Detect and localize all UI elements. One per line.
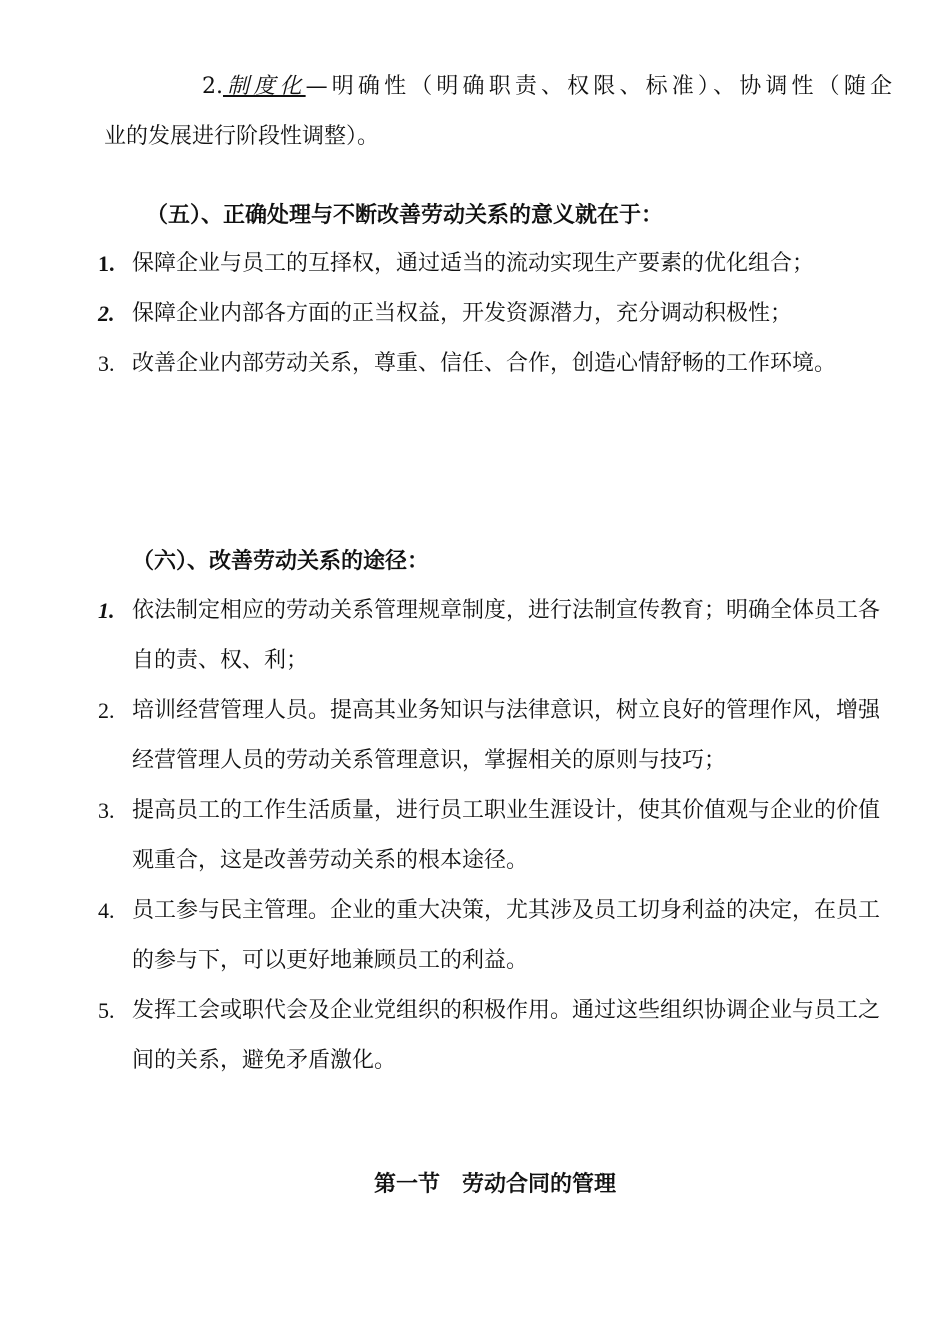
list-item-text: 培训经营管理人员。提高其业务知识与法律意识，树立良好的管理作风，增强经营管理人员的劳动关系管理意识，掌握相关的原则与技巧； [132, 698, 881, 773]
list-item [98, 986, 892, 1086]
intro-paragraph [104, 62, 892, 162]
intro-line-2: 业的发展进行阶段性调整）。 [104, 124, 380, 149]
section-6-heading: （六）、改善劳动关系的途径： [132, 548, 430, 574]
list-item [98, 686, 892, 786]
list-item [98, 586, 892, 686]
list-item [98, 786, 892, 886]
list-item [98, 289, 892, 339]
intro-number: 2. [202, 74, 223, 99]
list-item-number: 2. [98, 698, 115, 723]
section-6-list [98, 586, 892, 1086]
list-item-text: 依法制定相应的劳动关系管理规章制度，进行法制宣传教育；明确全体员工各自的责、权、利； [132, 598, 881, 673]
intro-line-1 [104, 62, 892, 112]
list-item-number: 1. [98, 251, 115, 276]
list-item-number: 1. [98, 598, 115, 623]
list-item-text: 员工参与民主管理。企业的重大决策，尤其涉及员工切身利益的决定，在员工的参与下，可以更好地兼顾员工的利益。 [132, 898, 881, 973]
list-item [98, 339, 892, 389]
list-item-text: 保障企业内部各方面的正当权益，开发资源潜力，充分调动积极性； [132, 301, 793, 326]
list-item-text: 提高员工的工作生活质量，进行员工职业生涯设计，使其价值观与企业的价值观重合，这是改善劳动关系的根本途径。 [132, 798, 881, 873]
section-5-heading: （五）、正确处理与不断改善劳动关系的意义就在于： [146, 202, 664, 228]
list-item-number: 3. [98, 351, 115, 376]
list-item-number: 5. [98, 998, 115, 1023]
list-item-number: 2. [98, 301, 115, 326]
section-5-list [98, 239, 892, 389]
list-item-text: 保障企业与员工的互择权，通过适当的流动实现生产要素的优化组合； [132, 251, 815, 276]
list-item-number: 4. [98, 898, 115, 923]
list-item-text: 发挥工会或职代会及企业党组织的积极作用。通过这些组织协调企业与员工之间的关系，避免矛盾激化。 [132, 998, 881, 1073]
section-title: 第一节 劳动合同的管理 [373, 1171, 616, 1197]
intro-emphasis: 制度化 [223, 74, 306, 99]
list-item [98, 239, 892, 289]
list-item [98, 886, 892, 986]
list-item-number: 3. [98, 798, 115, 823]
list-item-text: 改善企业内部劳动关系，尊重、信任、合作，创造心情舒畅的工作环境。 [132, 351, 837, 376]
intro-line-1-text: —明确性（明确职责、权限、标准）、协调性（随企 [305, 74, 892, 99]
